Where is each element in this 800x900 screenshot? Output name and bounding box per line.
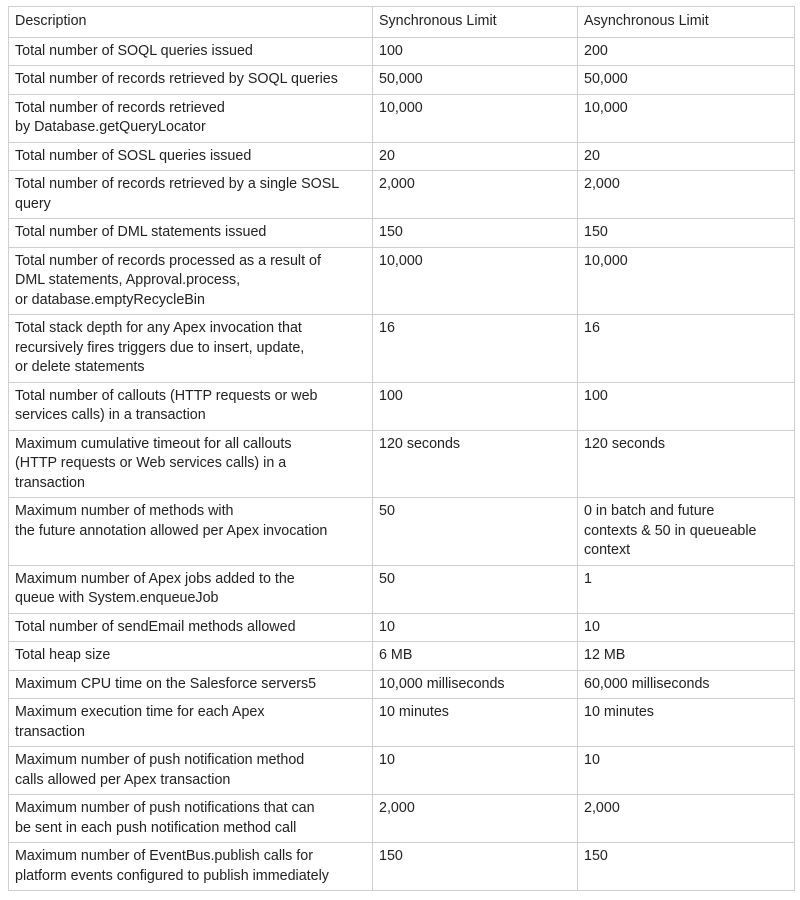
asynchronous-limit-cell: 10 xyxy=(578,613,795,642)
synchronous-limit-cell: 2,000 xyxy=(373,171,578,219)
description-cell: Total number of SOSL queries issued xyxy=(9,142,373,171)
apex-governor-limits-table xyxy=(8,6,795,891)
synchronous-limit-cell: 10,000 milliseconds xyxy=(373,670,578,699)
synchronous-limit-cell: 20 xyxy=(373,142,578,171)
asynchronous-limit-cell: 60,000 milliseconds xyxy=(578,670,795,699)
table-row xyxy=(9,430,795,498)
table-row xyxy=(9,315,795,383)
asynchronous-limit-cell: 20 xyxy=(578,142,795,171)
asynchronous-limit-cell: 150 xyxy=(578,843,795,891)
synchronous-limit-cell: 50,000 xyxy=(373,66,578,95)
description-cell: Maximum number of push notification method calls allowed per Apex transaction xyxy=(9,747,373,795)
table-row xyxy=(9,382,795,430)
description-cell: Total number of callouts (HTTP requests or web services calls) in a transaction xyxy=(9,382,373,430)
asynchronous-limit-cell: 1 xyxy=(578,565,795,613)
synchronous-limit-cell: 10 xyxy=(373,613,578,642)
asynchronous-limit-cell: 0 in batch and future contexts & 50 in queueable context xyxy=(578,498,795,566)
table-row xyxy=(9,171,795,219)
table-row xyxy=(9,37,795,66)
description-cell: Maximum number of EventBus.publish calls for platform events configured to publish immediately xyxy=(9,843,373,891)
synchronous-limit-cell: 120 seconds xyxy=(373,430,578,498)
synchronous-limit-cell: 100 xyxy=(373,37,578,66)
table-header-row xyxy=(9,7,795,38)
table-row xyxy=(9,642,795,671)
description-cell: Maximum CPU time on the Salesforce servers5 xyxy=(9,670,373,699)
asynchronous-limit-cell: 2,000 xyxy=(578,795,795,843)
synchronous-limit-cell: 2,000 xyxy=(373,795,578,843)
table-row xyxy=(9,795,795,843)
table-row xyxy=(9,843,795,891)
synchronous-limit-cell: 10 xyxy=(373,747,578,795)
synchronous-limit-cell: 150 xyxy=(373,219,578,248)
synchronous-limit-cell: 50 xyxy=(373,498,578,566)
header-synchronous-limit: Synchronous Limit xyxy=(373,7,578,38)
description-cell: Total stack depth for any Apex invocation that recursively fires triggers due to insert, update, or delete statements xyxy=(9,315,373,383)
table-row xyxy=(9,565,795,613)
synchronous-limit-cell: 100 xyxy=(373,382,578,430)
description-cell: Maximum number of push notifications that can be sent in each push notification method call xyxy=(9,795,373,843)
synchronous-limit-cell: 150 xyxy=(373,843,578,891)
asynchronous-limit-cell: 10,000 xyxy=(578,94,795,142)
table-row xyxy=(9,613,795,642)
table-row xyxy=(9,247,795,315)
asynchronous-limit-cell: 150 xyxy=(578,219,795,248)
table-row xyxy=(9,66,795,95)
description-cell: Total number of records retrieved by SOQL queries xyxy=(9,66,373,95)
synchronous-limit-cell: 10,000 xyxy=(373,247,578,315)
synchronous-limit-cell: 16 xyxy=(373,315,578,383)
synchronous-limit-cell: 10,000 xyxy=(373,94,578,142)
description-cell: Maximum cumulative timeout for all callouts (HTTP requests or Web services calls) in a transaction xyxy=(9,430,373,498)
table-row xyxy=(9,699,795,747)
limits-table-container xyxy=(8,6,794,891)
table-row xyxy=(9,670,795,699)
asynchronous-limit-cell: 10 xyxy=(578,747,795,795)
table-row xyxy=(9,498,795,566)
description-cell: Total number of DML statements issued xyxy=(9,219,373,248)
description-cell: Total number of sendEmail methods allowed xyxy=(9,613,373,642)
header-description: Description xyxy=(9,7,373,38)
asynchronous-limit-cell: 120 seconds xyxy=(578,430,795,498)
description-cell: Total number of records retrieved by Database.getQueryLocator xyxy=(9,94,373,142)
description-cell: Maximum number of methods with the future annotation allowed per Apex invocation xyxy=(9,498,373,566)
asynchronous-limit-cell: 16 xyxy=(578,315,795,383)
asynchronous-limit-cell: 100 xyxy=(578,382,795,430)
table-row xyxy=(9,219,795,248)
synchronous-limit-cell: 6 MB xyxy=(373,642,578,671)
asynchronous-limit-cell: 200 xyxy=(578,37,795,66)
asynchronous-limit-cell: 12 MB xyxy=(578,642,795,671)
description-cell: Maximum number of Apex jobs added to the queue with System.enqueueJob xyxy=(9,565,373,613)
description-cell: Total number of records processed as a result of DML statements, Approval.process, or database.emptyRecycleBin xyxy=(9,247,373,315)
table-row xyxy=(9,142,795,171)
description-cell: Total number of records retrieved by a single SOSL query xyxy=(9,171,373,219)
table-row xyxy=(9,747,795,795)
description-cell: Total heap size xyxy=(9,642,373,671)
synchronous-limit-cell: 10 minutes xyxy=(373,699,578,747)
description-cell: Maximum execution time for each Apex transaction xyxy=(9,699,373,747)
header-asynchronous-limit: Asynchronous Limit xyxy=(578,7,795,38)
description-cell: Total number of SOQL queries issued xyxy=(9,37,373,66)
asynchronous-limit-cell: 10 minutes xyxy=(578,699,795,747)
table-row xyxy=(9,94,795,142)
synchronous-limit-cell: 50 xyxy=(373,565,578,613)
asynchronous-limit-cell: 10,000 xyxy=(578,247,795,315)
asynchronous-limit-cell: 2,000 xyxy=(578,171,795,219)
asynchronous-limit-cell: 50,000 xyxy=(578,66,795,95)
